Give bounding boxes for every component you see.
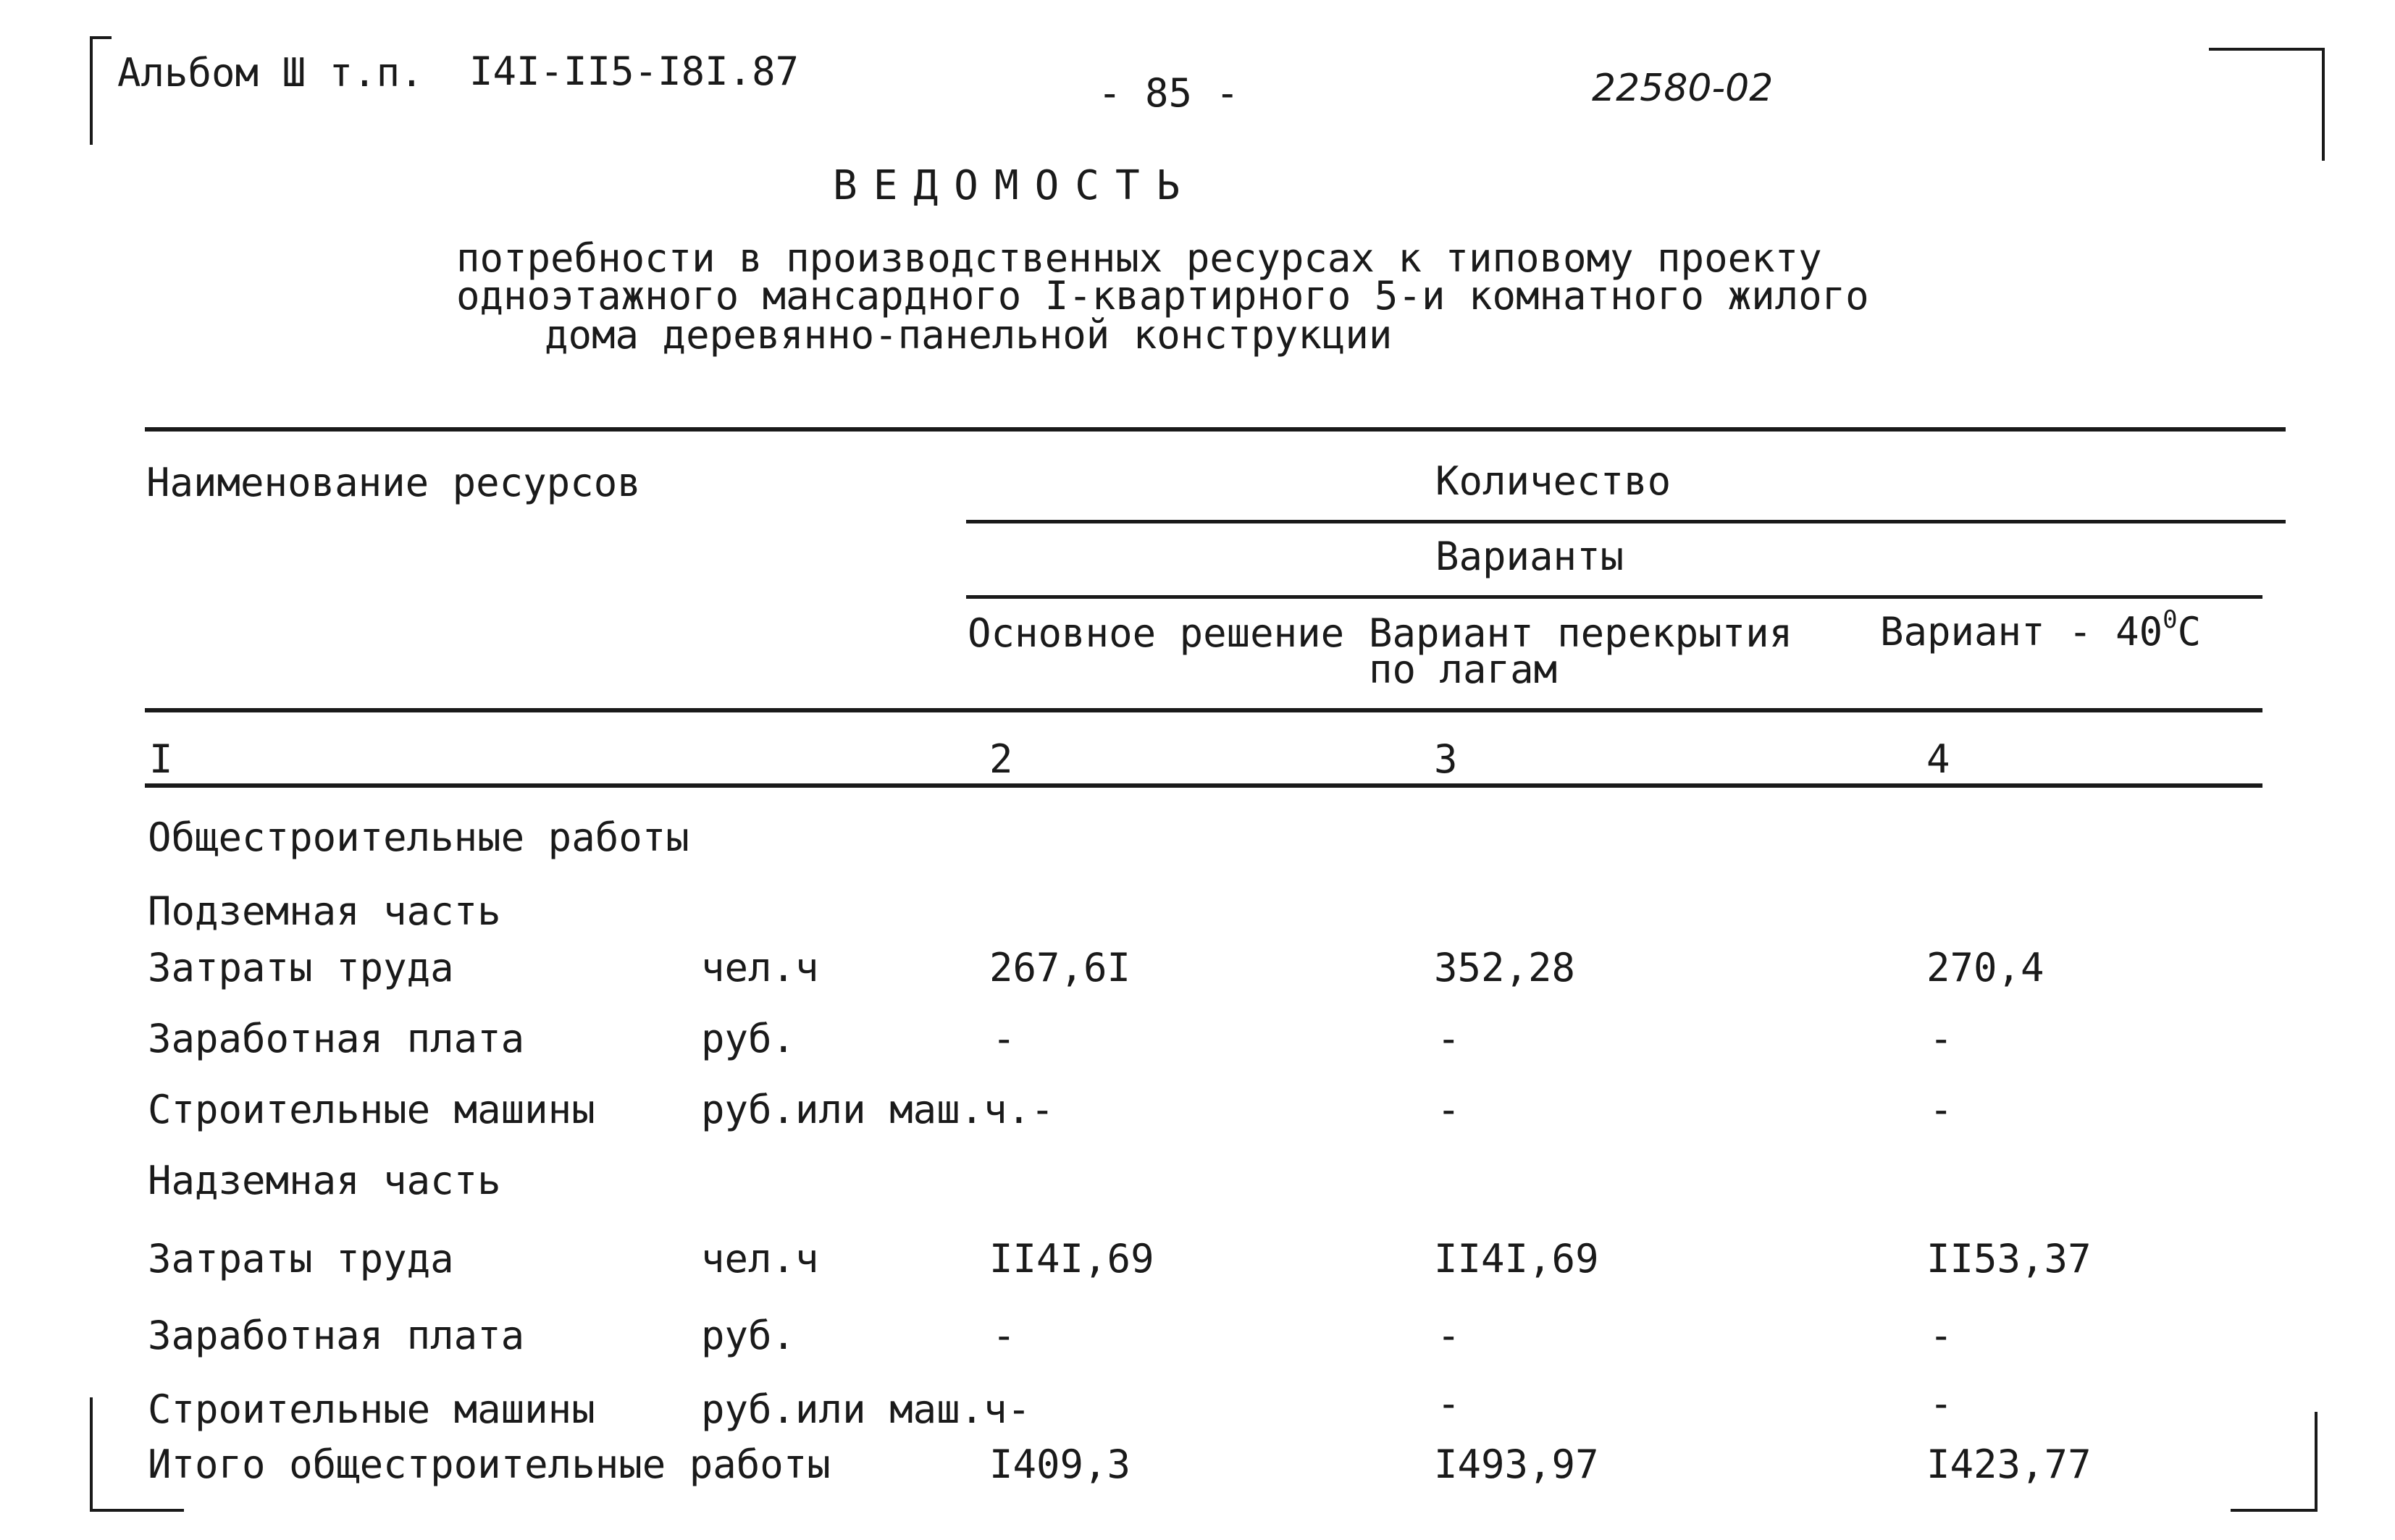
page-number: - 85 - — [1098, 70, 1240, 116]
project-code: I4I-II5-I8I.87 — [469, 49, 800, 94]
album-label: Альбом Ш т.п. — [117, 50, 424, 96]
row-unit: чел.ч — [701, 1236, 819, 1282]
row-value-joists: - — [1437, 1016, 1461, 1061]
subsection-aboveground: Надземная часть — [148, 1158, 501, 1203]
total-value-joists: I493,97 — [1434, 1442, 1599, 1487]
frame-mark-bottom-left-h — [90, 1509, 184, 1512]
frame-mark-bottom-left — [90, 1397, 93, 1512]
total-value-main: I409,3 — [989, 1442, 1131, 1487]
subsection-underground: Подземная часть — [148, 888, 501, 934]
row-name: Заработная плата — [148, 1313, 525, 1358]
row-unit: руб.или маш.ч- — [701, 1387, 1031, 1432]
column-number-1: I — [149, 736, 173, 782]
frame-mark-top-left-h — [90, 36, 112, 39]
header-bottom-rule — [145, 708, 2262, 712]
row-value-joists: 352,28 — [1434, 945, 1576, 990]
table-top-rule — [145, 427, 2286, 432]
row-name: Строительные машины — [148, 1387, 595, 1432]
row-value-main: - — [992, 1016, 1016, 1061]
row-value-joists: II4I,69 — [1434, 1236, 1599, 1282]
column-header-main-solution: Основное решение — [968, 610, 1345, 656]
row-value-40: - — [1929, 1313, 1953, 1358]
frame-mark-top-right-v — [2322, 48, 2325, 161]
row-unit: чел.ч — [701, 945, 819, 990]
document-title: ВЕДОМОСТЬ — [833, 162, 1196, 209]
frame-mark-top-left — [90, 36, 93, 145]
row-value-main: 267,6I — [989, 945, 1131, 990]
total-value-40: I423,77 — [1926, 1442, 2092, 1487]
row-value-40: - — [1929, 1087, 1953, 1132]
column-header-variant-joists-2: по лагам — [1369, 647, 1558, 692]
row-value-joists: - — [1437, 1381, 1461, 1426]
row-value-joists: - — [1437, 1313, 1461, 1358]
row-unit: руб. — [701, 1313, 796, 1358]
row-name: Затраты труда — [148, 945, 454, 990]
subtitle-line-3: дома деревянно-панельной конструкции — [545, 312, 1393, 358]
row-value-40: - — [1929, 1381, 1953, 1426]
column-header-variant-40: Вариант - $40^0С$ — [1880, 605, 2202, 655]
subtitle-line-2: одноэтажного мансардного I-квартирного 5-и комнатного жилого — [456, 273, 1869, 319]
variants-rule — [966, 595, 2262, 599]
column-number-2: 2 — [989, 736, 1013, 782]
row-name: Заработная плата — [148, 1016, 525, 1061]
frame-mark-top-right — [2209, 48, 2325, 51]
column-number-3: 3 — [1434, 736, 1458, 782]
row-value-40: II53,37 — [1926, 1236, 2092, 1282]
row-value-40: - — [1929, 1016, 1953, 1061]
numbers-bottom-rule — [145, 783, 2262, 788]
row-name: Строительные машины — [148, 1087, 595, 1132]
column-number-4: 4 — [1926, 736, 1950, 782]
frame-mark-bottom-right — [2315, 1412, 2318, 1512]
column-header-quantity: Количество — [1435, 458, 1672, 504]
document-stamp: 22580-02 — [1592, 67, 1774, 110]
row-unit: руб.или маш.ч.- — [701, 1087, 1054, 1132]
row-value-40: 270,4 — [1926, 945, 2044, 990]
column-header-variant-joists-1: Вариант перекрытия — [1369, 610, 1793, 656]
section-general-works: Общестроительные работы — [148, 815, 689, 860]
row-name: Затраты труда — [148, 1236, 454, 1282]
total-name: Итого общестроительные работы — [148, 1442, 831, 1487]
column-header-resources: Наименование ресурсов — [146, 460, 641, 505]
subtitle-line-1: потребности в производственных ресурсах к типовому проекту — [456, 235, 1822, 281]
row-value-main: II4I,69 — [989, 1236, 1154, 1282]
quantity-rule — [966, 520, 2286, 523]
frame-mark-bottom-right-h — [2231, 1509, 2318, 1512]
column-header-variants: Варианты — [1435, 534, 1624, 579]
row-value-joists: - — [1437, 1087, 1461, 1132]
row-unit: руб. — [701, 1016, 796, 1061]
row-value-main: - — [992, 1313, 1016, 1358]
